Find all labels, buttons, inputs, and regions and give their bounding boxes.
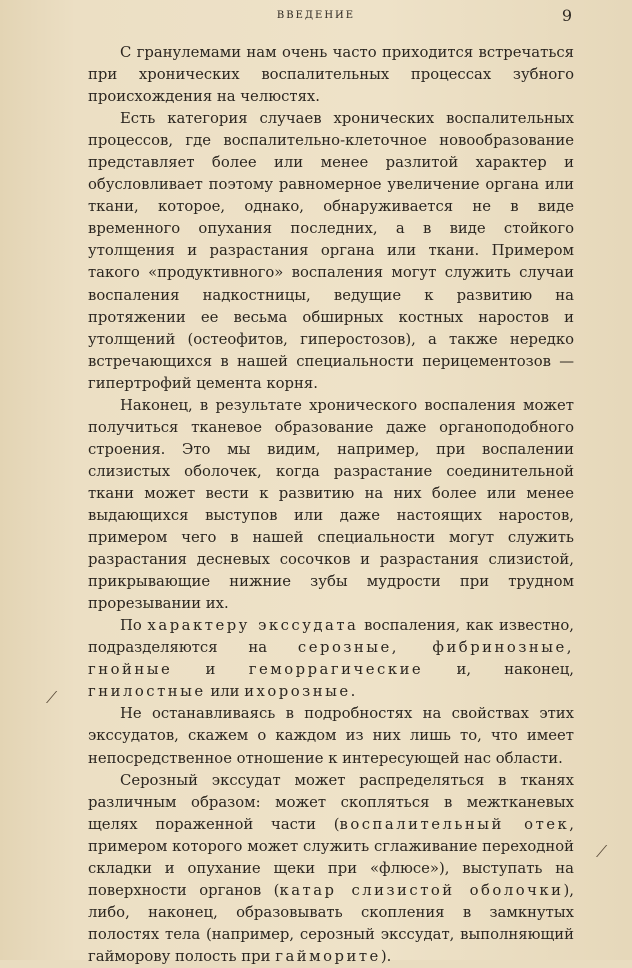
spaced-term: характеру экссудата [147, 617, 359, 635]
paragraph-2: Есть категория случаев хронических воспалительных процессов, где воспалительно-клеточное новообразование представляет более или менее разлитой характер и обусловливает поэтому равномерное увеличение органа или ткани, которое, однако, обнаруживается не в виде временного опухания последних, а в виде стойкого утолщения и разрастания органа или ткани. Примером такого «продуктивного» воспаления могут служить случаи воспаления надкостницы, ведущие к развитию на протяжении ее весьма обширных костных наростов и утолщений (остеофитов, гиперостозов), а также нередко встречающихся в нашей специальности перицементозов — гипертрофий цемента корня. [88, 110, 574, 392]
spaced-term: серозные, фибринозные, гнойные [88, 639, 574, 679]
paragraph-5: Не останавливаясь в подробностях на свойствах этих экссудатов, скажем о каждом из них лишь то, что имеет непосредственное отношение к интересующей нас области. [88, 705, 574, 767]
spaced-term: катар слизистой оболочки [279, 881, 564, 899]
page-number: 9 [561, 6, 572, 25]
paragraph-4 [88, 615, 574, 703]
text-segment: По [120, 617, 148, 635]
body-text [88, 42, 574, 968]
text-segment: ). [380, 947, 392, 965]
text-segment: Серозный экссудат может распределяться в тканях различным образом: может скопляться в межтканевых щелях пораженной части ( [88, 771, 574, 833]
text-segment: ), либо, наконец, образовывать скопления в замкнутых полостях тела (например, серозный экссудат, выполняющий гайморову полость при [88, 881, 574, 965]
spaced-term: геморрагические [248, 661, 424, 679]
text-segment: воспаления, как известно, подразделяются на [88, 617, 574, 657]
text-segment: или [205, 683, 245, 701]
paragraph-1: С гранулемами нам очень часто приходится встречаться при хронических воспалительных процессах зубного происхождения на челюстях. [88, 44, 574, 106]
text-segment: и [172, 661, 249, 679]
spaced-term: гайморите [275, 947, 381, 965]
spaced-term: воспалительный отек [339, 815, 570, 833]
running-header [0, 6, 632, 28]
text-segment: и, наконец, [423, 661, 574, 679]
paragraph-6 [88, 770, 574, 968]
spaced-term: гнилостные [88, 683, 206, 701]
spaced-term: ихорозные [244, 683, 351, 701]
paragraph-3: Наконец, в результате хронического воспаления может получиться тканевое образование даже органоподобного строения. Это мы видим, например, при воспалении слизистых оболочек, когда разрастание соединительной ткани может вести к развитию на них более или менее выдающихся выступов или даже настоящих наростов, примером чего в нашей специальности могут служить разрастания десневых сосочков и разрастания слизистой, прикрывающие нижние зубы мудрости при трудном прорезывании их. [88, 396, 574, 613]
pencil-mark-icon: ⟋ [596, 842, 608, 861]
header-title: ВВЕДЕНИЕ [276, 10, 356, 21]
pencil-mark-icon: ⟋ [46, 688, 58, 707]
text-segment: . [350, 683, 356, 701]
text-segment: , примером которого может служить сглаживание переходной складки и опухание щеки при «флюсе»), выступать на поверхности органов ( [88, 815, 574, 899]
